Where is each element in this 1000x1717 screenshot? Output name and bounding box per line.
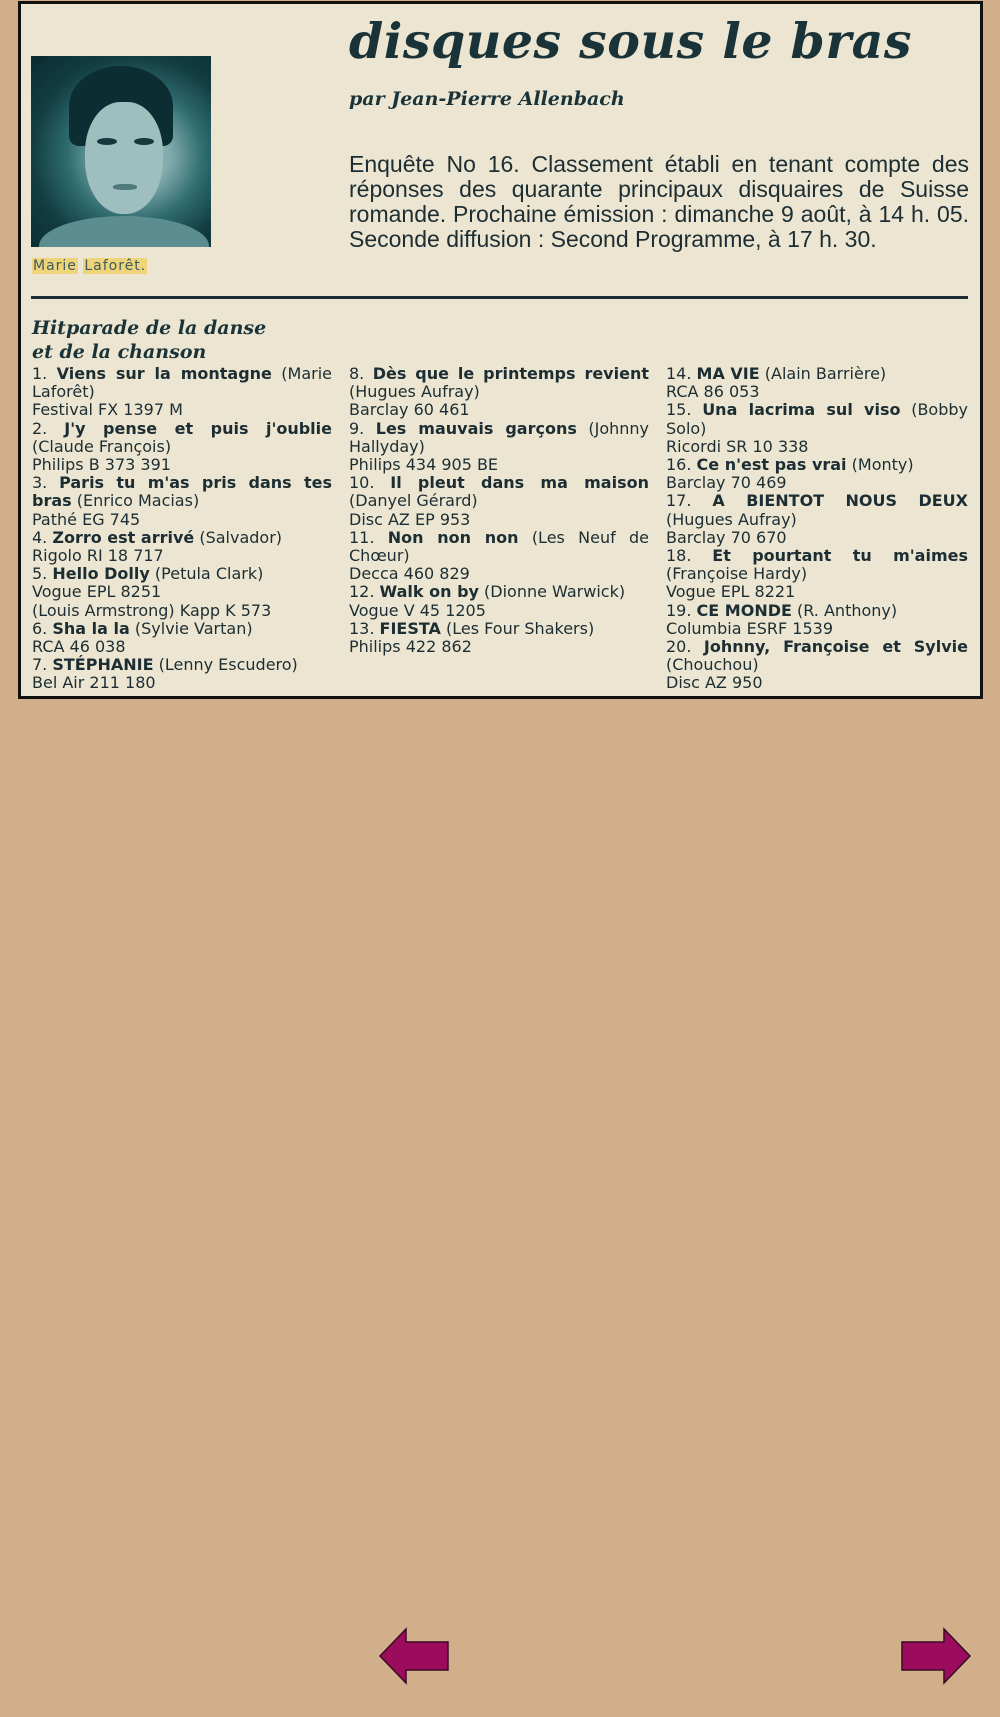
chart-column-2 [349,365,649,656]
article-title: disques sous le bras [349,12,912,70]
chart-entry [349,474,649,529]
chart-entry [32,620,332,656]
entry-rank: 15. [666,400,692,420]
entry-artist: (Hugues Aufray) [666,509,797,529]
entry-label: Disc AZ 950 [666,673,763,693]
article-intro: Enquête No 16. Classement établi en tenant compte des réponses des quarante principaux disquaires de Suisse romande. Prochaine émission : dimanche 9 août, à 14 h. 05. Seconde diffusion : Second Programme, à 17 h. 30. [349,151,969,252]
chart-entry [666,547,968,602]
entry-rank: 11. [349,527,375,547]
entry-label: RCA 46 038 [32,637,126,657]
entry-label: Columbia ESRF 1539 [666,618,834,638]
entry-artist: (Enrico Macias) [76,491,200,511]
entry-label: Vogue EPL 8251 [32,582,162,602]
entry-artist: (R. Anthony) [797,600,898,620]
entry-title: A BIENTOT NOUS DEUX [712,491,968,511]
chart-entry [349,420,649,475]
entry-rank: 9. [349,418,365,438]
hitparade-heading-line: Hitparade de la danse [32,317,267,339]
chart-entry [32,656,332,692]
entry-label: Barclay 70 670 [666,527,787,547]
arrow-left-icon [378,1627,450,1685]
entry-title: Walk on by [379,582,479,602]
entry-title: STÉPHANIE [52,655,154,675]
entry-title: Una lacrima sul viso [702,400,901,420]
chart-entry [666,401,968,456]
entry-title: Et pourtant tu m'aimes [712,546,968,566]
entry-rank: 7. [32,655,48,675]
portrait-photo [31,56,211,247]
entry-title: Zorro est arrivé [52,527,195,547]
entry-artist: (Chouchou) [666,655,759,675]
entry-artist: (Petula Clark) [154,564,264,584]
entry-label: (Louis Armstrong) Kapp K 573 [32,600,272,620]
entry-rank: 8. [349,364,365,383]
entry-rank: 1. [32,364,48,383]
entry-artist: (Sylvie Vartan) [134,618,253,638]
entry-label: Rigolo RI 18 717 [32,546,164,566]
entry-rank: 4. [32,527,48,547]
chart-entry [666,492,968,547]
entry-artist: (Françoise Hardy) [666,564,808,584]
entry-label: RCA 86 053 [666,382,760,402]
entry-title: J'y pense et puis j'oublie [64,418,332,438]
entry-title: FIESTA [379,618,441,638]
previous-page-button[interactable] [378,1627,450,1685]
entry-title: CE MONDE [696,600,792,620]
entry-title: Les mauvais garçons [375,418,577,438]
entry-label: Festival FX 1397 M [32,400,183,420]
chart-column-1 [32,365,332,693]
entry-artist: (Les Neuf de Chœur) [349,527,649,566]
caption-last-name: Laforêt. [84,258,147,274]
entry-artist: (Salvador) [199,527,283,547]
entry-label: Bel Air 211 180 [32,673,156,693]
entry-title: Non non non [387,527,519,547]
chart-entry [666,602,968,638]
entry-artist: (Hugues Aufray) [349,382,480,402]
entry-artist: (Johnny Hallyday) [349,418,649,456]
entry-artist: (Bobby Solo) [666,400,968,438]
entry-label: Barclay 60 461 [349,400,470,420]
chart-entry [666,365,968,401]
arrow-right-icon [900,1627,972,1685]
entry-rank: 10. [349,473,375,493]
chart-entry [349,365,649,420]
entry-label: Philips B 373 391 [32,455,171,475]
entry-rank: 2. [32,418,48,438]
entry-label: Philips 422 862 [349,637,472,657]
entry-rank: 14. [666,364,692,383]
entry-label: Disc AZ EP 953 [349,509,471,529]
entry-artist: (Alain Barrière) [764,364,887,383]
entry-artist: (Les Four Shakers) [446,618,595,638]
entry-label: Philips 434 905 BE [349,455,499,475]
entry-label: Decca 460 829 [349,564,470,584]
chart-entry [32,474,332,529]
entry-artist: (Claude François) [32,436,172,456]
entry-rank: 6. [32,618,48,638]
chart-entry [32,565,332,620]
chart-entry [32,529,332,565]
entry-title: Sha la la [52,618,130,638]
chart-entry [666,638,968,693]
entry-label: Ricordi SR 10 338 [666,436,809,456]
entry-label: Vogue EPL 8221 [666,582,796,602]
entry-rank: 16. [666,455,692,475]
entry-label: Vogue V 45 1205 [349,600,486,620]
article-byline: par Jean-Pierre Allenbach [349,88,625,110]
chart-entry [349,583,649,619]
entry-title: Hello Dolly [52,564,150,584]
entry-title: Paris tu m'as pris dans tes bras [32,473,332,511]
caption-first-name: Marie [33,258,77,274]
entry-rank: 12. [349,582,375,602]
hitparade-heading-line: et de la chanson [32,341,207,363]
entry-title: MA VIE [696,364,760,383]
chart-column-3 [666,365,968,693]
entry-rank: 18. [666,546,692,566]
entry-artist: (Marie Laforêt) [32,364,332,402]
next-page-button[interactable] [900,1627,972,1685]
entry-artist: (Dionne Warwick) [484,582,626,602]
chart-entry [32,420,332,475]
entry-title: Viens sur la montagne [56,364,272,383]
entry-rank: 3. [32,473,48,493]
chart-entry [349,529,649,584]
entry-rank: 5. [32,564,48,584]
entry-title: Dès que le printemps revient [372,364,649,383]
entry-rank: 17. [666,491,692,511]
hitparade-heading [32,316,352,364]
entry-label: Barclay 70 469 [666,473,787,493]
entry-rank: 19. [666,600,692,620]
entry-rank: 20. [666,637,692,657]
magazine-clipping [18,1,983,699]
entry-title: Ce n'est pas vrai [696,455,847,475]
photo-caption [32,258,147,274]
entry-title: Il pleut dans ma maison [390,473,649,493]
chart-entry [666,456,968,492]
divider [31,296,968,299]
entry-rank: 13. [349,618,375,638]
entry-artist: (Monty) [851,455,914,475]
entry-title: Johnny, Françoise et Sylvie [703,637,968,657]
entry-label: Pathé EG 745 [32,509,141,529]
chart-entry [32,365,332,420]
entry-artist: (Lenny Escudero) [158,655,298,675]
chart-entry [349,620,649,656]
entry-artist: (Danyel Gérard) [349,491,478,511]
